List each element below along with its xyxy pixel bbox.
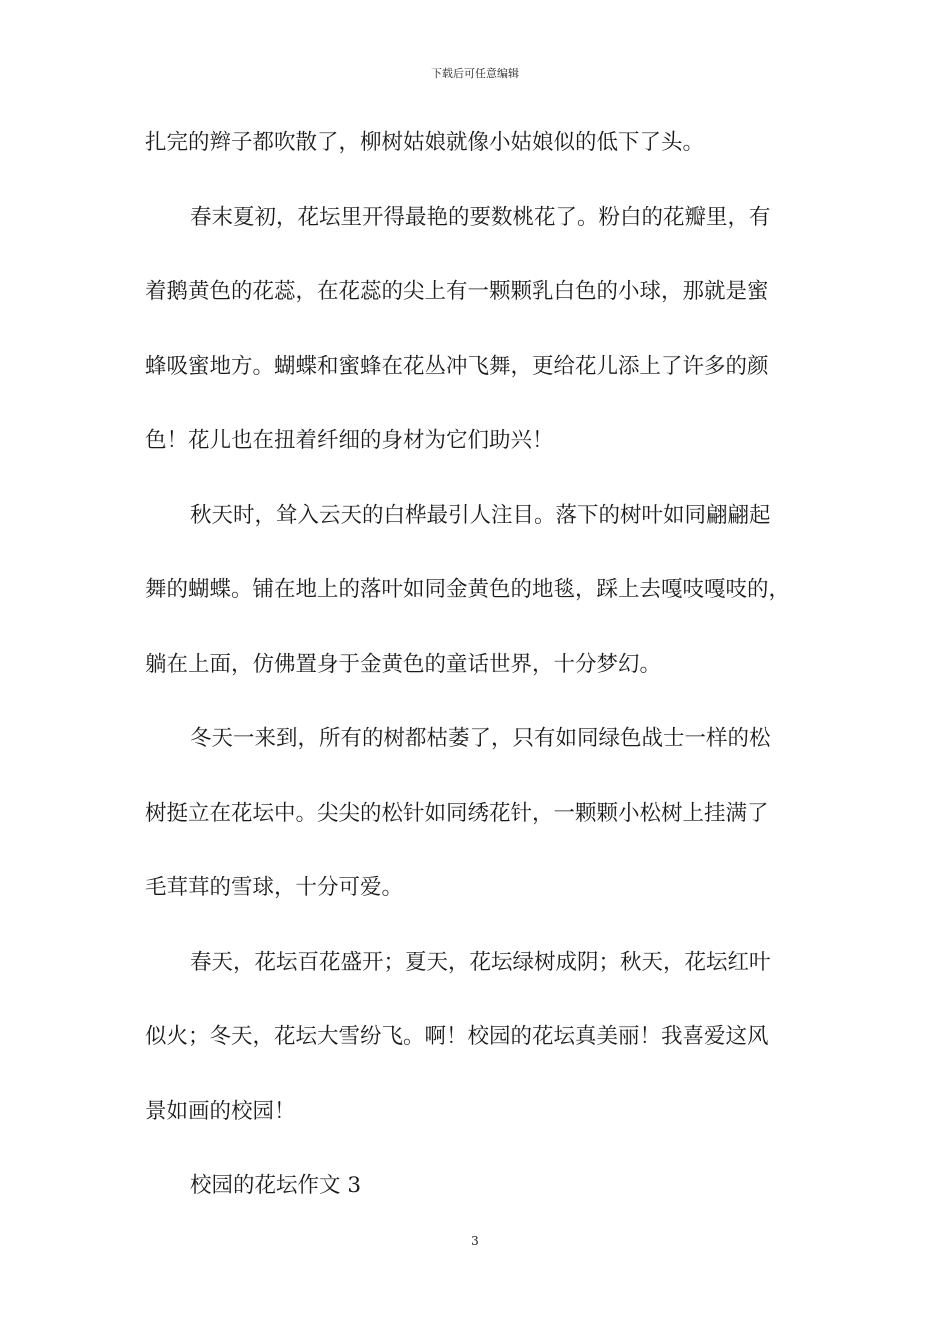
- section-title: 校园的花坛作文 3: [190, 1173, 362, 1198]
- document-body: [145, 130, 825, 1248]
- page-header: 下载后可任意编辑: [431, 67, 519, 80]
- text-line: 毛茸茸的雪球，十分可爱。: [145, 875, 404, 900]
- paragraph-start: 春末夏初，花坛里开得最艳的要数桃花了。粉白的花瓣里，有: [190, 204, 771, 230]
- text-line: 色！花儿也在扭着纤细的身材为它们助兴！: [145, 428, 554, 453]
- page-number: 3: [471, 1234, 479, 1248]
- text-line: 树挺立在花坛中。尖尖的松针如同绣花针，一颗颗小松树上挂满了: [145, 800, 769, 826]
- text-line: 舞的蝴蝶。铺在地上的落叶如同金黄色的地毯，踩上去嘎吱嘎吱的，: [145, 577, 791, 602]
- text-line: 躺在上面，仿佛置身于金黄色的童话世界，十分梦幻。: [145, 651, 662, 677]
- paragraph-start: 冬天一来到，所有的树都枯萎了，只有如同绿色战士一样的松: [190, 726, 771, 751]
- text-line: 着鹅黄色的花蕊，在花蕊的尖上有一颗颗乳白色的小球，那就是蜜: [145, 279, 769, 304]
- paragraph-start: 春天，花坛百花盛开；夏天，花坛绿树成阴；秋天，花坛红叶: [190, 949, 771, 975]
- text-line: 似火；冬天，花坛大雪纷飞。啊！校园的花坛真美丽！我喜爱这风: [145, 1024, 769, 1049]
- paragraph-start: 秋天时，耸入云天的白桦最引人注目。落下的树叶如同翩翩起: [190, 502, 771, 528]
- text-line: 蜂吸蜜地方。蝴蝶和蜜蜂在花丛冲飞舞，更给花儿添上了许多的颜: [145, 353, 769, 379]
- text-line: 景如画的校园！: [145, 1098, 296, 1124]
- text-line: 扎完的辫子都吹散了，柳树姑娘就像小姑娘似的低下了头。: [145, 130, 705, 155]
